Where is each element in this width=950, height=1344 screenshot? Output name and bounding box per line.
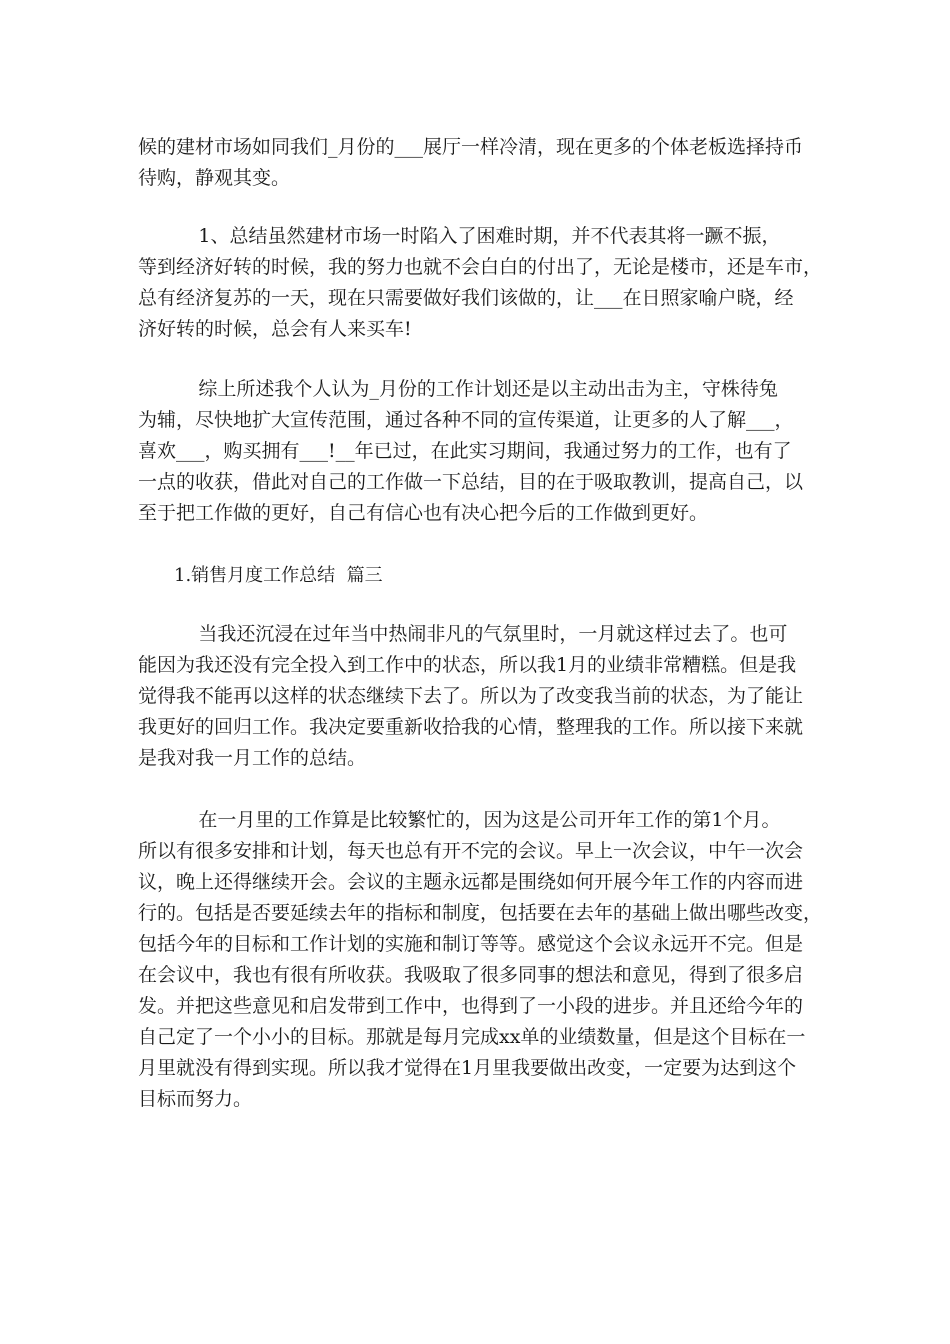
text-line: 一点的收获，借此对自己的工作做一下总结，目的在于吸取教训，提高自己，以 bbox=[138, 471, 804, 493]
text-line: 在会议中，我也有很有所收获。我吸取了很多同事的想法和意见，得到了很多启 bbox=[138, 964, 804, 986]
text-line: 我更好的回归工作。我决定要重新收拾我的心情，整理我的工作。所以接下来就 bbox=[138, 716, 804, 738]
text-line: 是我对我一月工作的总结。 bbox=[138, 747, 367, 769]
text-line: 候的建材市场如同我们_月份的___展厅一样冷清，现在更多的个体老板选择持币 bbox=[138, 136, 804, 158]
text-line: 1、总结虽然建材市场一时陷入了困难时期，并不代表其将一蹶不振， bbox=[138, 225, 781, 247]
text-line: 目标而努力。 bbox=[138, 1088, 253, 1110]
text-line: 当我还沉浸在过年当中热闹非凡的气氛里时，一月就这样过去了。也可 bbox=[138, 623, 788, 645]
text-line: 至于把工作做的更好，自己有信心也有决心把今后的工作做到更好。 bbox=[138, 502, 709, 524]
text-line: 行的。包括是否要延续去年的指标和制度，包括要在去年的基础上做出哪些改变， bbox=[138, 902, 823, 924]
section-heading: 1.销售月度工作总结 篇三 bbox=[174, 565, 383, 586]
text-line: 等到经济好转的时候，我的努力也就不会白白的付出了，无论是楼市，还是车市， bbox=[138, 256, 823, 278]
text-line: 喜欢___，购买拥有___!__年已过，在此实习期间，我通过努力的工作，也有了 bbox=[138, 440, 792, 462]
paragraph-january-intro bbox=[138, 619, 818, 774]
text-line: 觉得我不能再以这样的状态继续下去了。所以为了改变我当前的状态，为了能让 bbox=[138, 685, 804, 707]
text-line: 综上所述我个人认为_月份的工作计划还是以主动出击为主，守株待兔 bbox=[138, 378, 778, 400]
text-line: 济好转的时候，总会有人来买车! bbox=[138, 318, 412, 340]
paragraph-conclusion bbox=[138, 374, 818, 529]
paragraph-summary-1 bbox=[138, 221, 823, 345]
text-line: 待购，静观其变。 bbox=[138, 167, 291, 189]
text-line: 发。并把这些意见和启发带到工作中，也得到了一小段的进步。并且还给今年的 bbox=[138, 995, 804, 1017]
text-line: 为辅，尽快地扩大宣传范围，通过各种不同的宣传渠道，让更多的人了解___， bbox=[138, 409, 794, 431]
text-line: 所以有很多安排和计划，每天也总有开不完的会议。早上一次会议，中午一次会 bbox=[138, 840, 804, 862]
text-line: 议，晚上还得继续开会。会议的主题永远都是围绕如何开展今年工作的内容而进 bbox=[138, 871, 804, 893]
text-line: 自己定了一个小小的目标。那就是每月完成xx单的业绩数量，但是这个目标在一 bbox=[138, 1026, 806, 1048]
paragraph-market-status bbox=[138, 132, 818, 194]
text-line: 月里就没有得到实现。所以我才觉得在1月里我要做出改变，一定要为达到这个 bbox=[138, 1057, 797, 1079]
paragraph-january-work bbox=[138, 805, 823, 1115]
text-line: 在一月里的工作算是比较繁忙的，因为这是公司开年工作的第1个月。 bbox=[138, 809, 781, 831]
text-line: 总有经济复苏的一天，现在只需要做好我们该做的，让___在日照家喻户晓，经 bbox=[138, 287, 794, 309]
text-line: 包括今年的目标和工作计划的实施和制订等等。感觉这个会议永远开不完。但是 bbox=[138, 933, 804, 955]
text-line: 能因为我还没有完全投入到工作中的状态，所以我1月的业绩非常糟糕。但是我 bbox=[138, 654, 797, 676]
